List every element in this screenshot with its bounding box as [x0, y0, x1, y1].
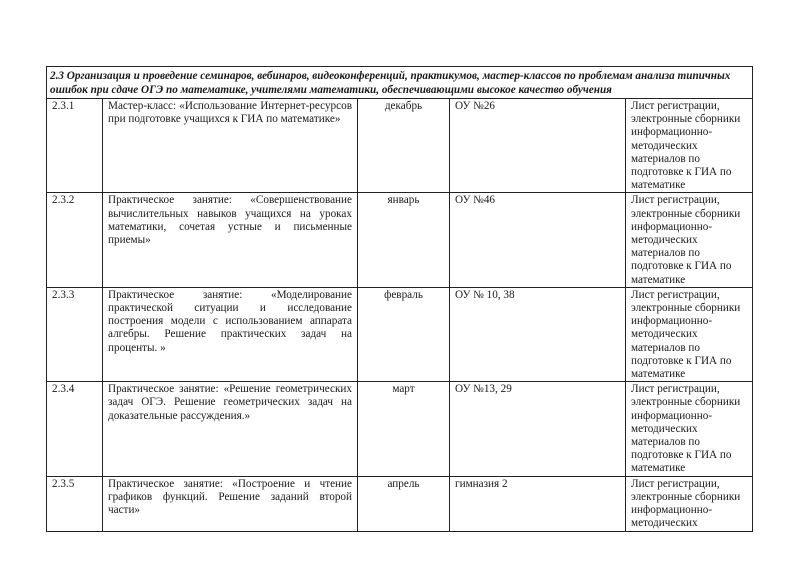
row-location: ОУ № 10, 38 — [450, 287, 626, 381]
row-description: Мастер-класс: «Использование Интернет-ресурсов при подготовке учащихся к ГИА по математике» — [103, 99, 358, 193]
row-result: Лист регистрации, электронные сборники информационно-методических — [626, 476, 753, 531]
row-result: Лист регистрации, электронные сборники информационно-методических материалов по подготовке к ГИА по математике — [626, 99, 753, 193]
section-title: 2.3 Организация и проведение семинаров, вебинаров, видеоконференций, практикумов, мастер-классов по проблемам анализа типичных ошибок при сдаче ОГЭ по математике, учителями математики, обеспечивающими высокое качество обучения — [47, 67, 753, 99]
row-month: апрель — [358, 476, 450, 531]
row-result: Лист регистрации, электронные сборники информационно-методических материалов по подготовке к ГИА по математике — [626, 287, 753, 381]
table-row — [47, 99, 753, 193]
row-number: 2.3.2 — [47, 193, 103, 287]
row-month: декабрь — [358, 99, 450, 193]
row-location: ОУ №46 — [450, 193, 626, 287]
row-month: январь — [358, 193, 450, 287]
row-result: Лист регистрации, электронные сборники информационно-методических материалов по подготовке к ГИА по математике — [626, 382, 753, 476]
row-description: Практическое занятие: «Решение геометрических задач ОГЭ. Решение геометрических задач на доказательные рассуждения.» — [103, 382, 358, 476]
table-row — [47, 476, 753, 531]
row-number: 2.3.3 — [47, 287, 103, 381]
row-location: гимназия 2 — [450, 476, 626, 531]
row-description: Практическое занятие: «Построение и чтение графиков функций. Решение заданий второй части» — [103, 476, 358, 531]
table-row — [47, 193, 753, 287]
table-row — [47, 382, 753, 476]
row-number: 2.3.4 — [47, 382, 103, 476]
row-description: Практическое занятие: «Моделирование практической ситуации и исследование построения модели с использованием аппарата алгебры. Решение практических задач на проценты. » — [103, 287, 358, 381]
row-description: Практическое занятие: «Совершенствование вычислительных навыков учащихся на уроках математики, сочетая устные и письменные приемы» — [103, 193, 358, 287]
row-month: февраль — [358, 287, 450, 381]
section-header-row — [47, 67, 753, 99]
row-location: ОУ №13, 29 — [450, 382, 626, 476]
table-row — [47, 287, 753, 381]
row-month: март — [358, 382, 450, 476]
events-table — [46, 66, 753, 532]
row-result: Лист регистрации, электронные сборники информационно-методических материалов по подготовке к ГИА по математике — [626, 193, 753, 287]
row-number: 2.3.1 — [47, 99, 103, 193]
row-location: ОУ №26 — [450, 99, 626, 193]
row-number: 2.3.5 — [47, 476, 103, 531]
